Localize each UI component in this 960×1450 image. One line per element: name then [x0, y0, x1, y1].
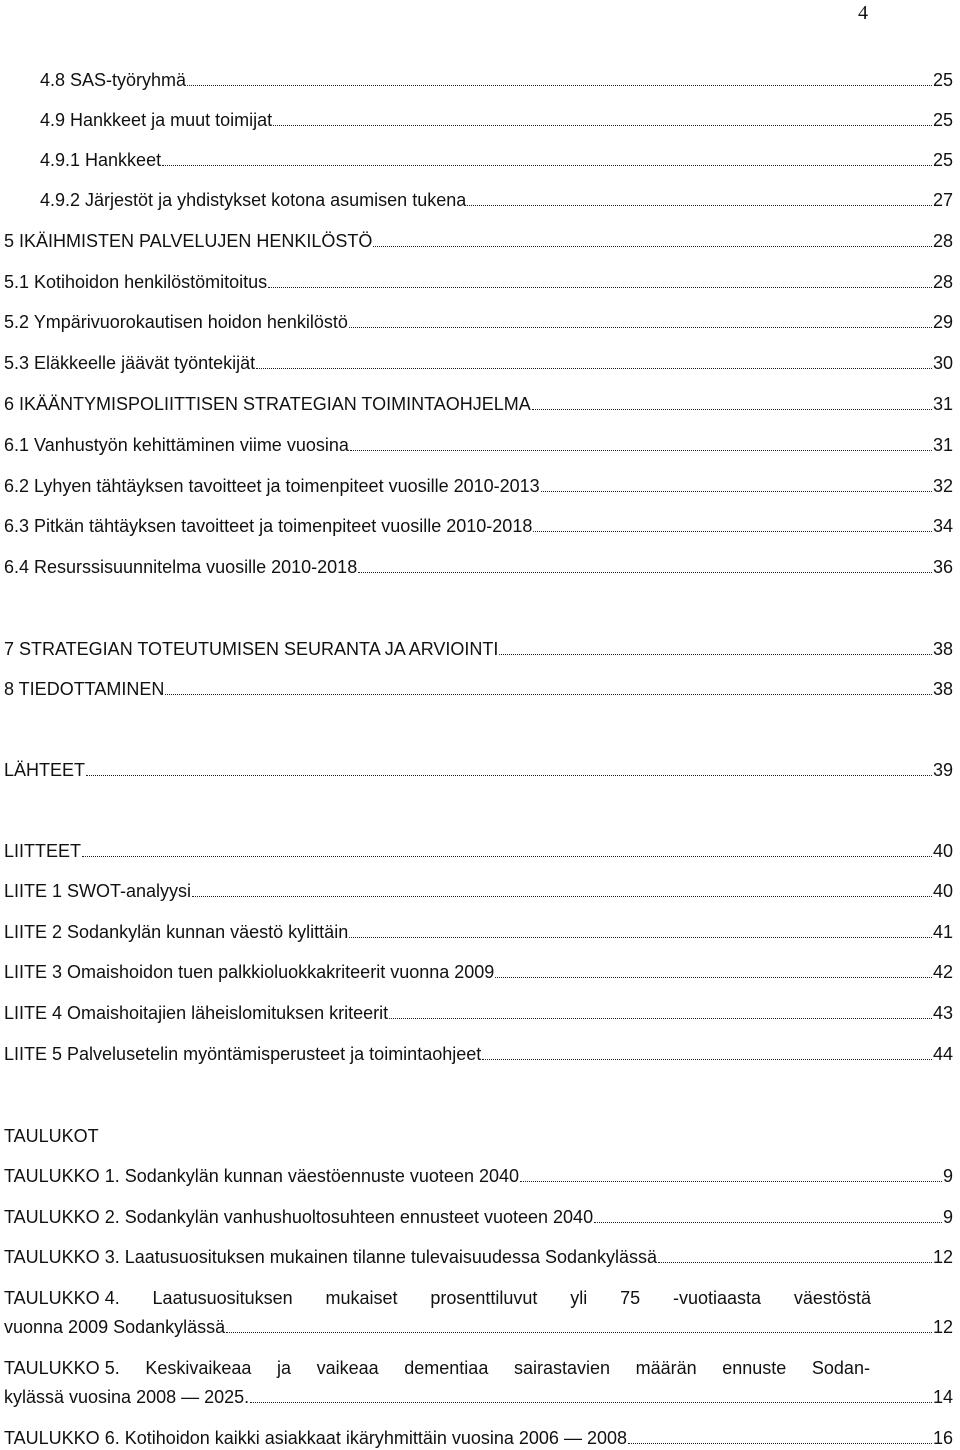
toc-entry-page: 28: [932, 231, 953, 251]
toc-entry-page: 32: [932, 476, 953, 496]
toc-entry[interactable]: [4, 1042, 953, 1066]
toc-entry[interactable]: [4, 1001, 953, 1025]
table-entry-word: dementiaa: [404, 1358, 489, 1378]
dot-leader: [541, 474, 932, 492]
dot-leader: [495, 960, 932, 978]
table-entry[interactable]: [4, 1164, 953, 1188]
toc-entry[interactable]: [40, 148, 953, 172]
toc-entry-label: 6.3 Pitkän tähtäyksen tavoitteet ja toimenpiteet vuosille 2010-2018: [4, 516, 533, 536]
toc-entry[interactable]: [4, 960, 953, 984]
toc-entry-page: 31: [932, 394, 953, 414]
toc-entry-label: 6.1 Vanhustyön kehittäminen viime vuosina: [4, 435, 349, 455]
toc-entry-label: 6 IKÄÄNTYMISPOLIITTISEN STRATEGIAN TOIMINTAOHJELMA: [4, 394, 531, 414]
table-entry-label: kylässä vuosina 2008 — 2025.: [4, 1387, 250, 1407]
dot-leader: [86, 758, 932, 776]
table-entry[interactable]: [4, 1245, 953, 1269]
table-entry-word: -vuotiaasta: [673, 1288, 762, 1308]
toc-entry[interactable]: [4, 637, 953, 661]
dot-leader: [499, 637, 932, 655]
toc-entry-page: 29: [932, 312, 953, 332]
toc-entry-page: 36: [932, 557, 953, 577]
table-entry-word: määrän: [635, 1358, 697, 1378]
toc-entry-label: 5.3 Eläkkeelle jäävät työntekijät: [4, 353, 256, 373]
table-entry-word: TAULUKKO 4.: [4, 1288, 120, 1308]
table-entry[interactable]: [4, 1205, 953, 1229]
dot-leader: [226, 1315, 932, 1333]
table-entry-word: mukaiset: [325, 1288, 398, 1308]
table-entry-word: Keskivaikeaa: [145, 1358, 252, 1378]
dot-leader: [350, 433, 932, 451]
dot-leader: [162, 148, 932, 166]
toc-entry-label: 8 TIEDOTTAMINEN: [4, 679, 165, 699]
table-entry-page: 12: [932, 1317, 953, 1337]
dot-leader: [349, 920, 932, 938]
dot-leader: [373, 229, 932, 247]
table-entry-word: ja: [276, 1358, 291, 1378]
toc-entry[interactable]: [4, 555, 953, 579]
toc-entry[interactable]: [4, 514, 953, 538]
toc-entry-page: 39: [932, 760, 953, 780]
toc-entry-page: 34: [932, 516, 953, 536]
table-entry-word: prosenttiluvut: [430, 1288, 538, 1308]
dot-leader: [533, 514, 932, 532]
toc-entry-page: 30: [932, 353, 953, 373]
toc-entry[interactable]: [4, 920, 953, 944]
toc-entry-page: 27: [932, 190, 953, 210]
toc-entry-label: LIITE 3 Omaishoidon tuen palkkioluokkakriteerit vuonna 2009: [4, 962, 495, 982]
table-entry-word: 75: [620, 1288, 641, 1308]
table-entry-word: Laatusuosituksen: [152, 1288, 293, 1308]
toc-entry-label: LIITE 4 Omaishoitajien läheislomituksen kriteerit: [4, 1003, 389, 1023]
dot-leader: [165, 677, 932, 695]
table-entry[interactable]: [4, 1385, 953, 1409]
toc-entry-label: LIITTEET: [4, 841, 82, 861]
toc-entry-page: 44: [932, 1044, 953, 1064]
tables-heading: TAULUKOT: [4, 1126, 99, 1146]
toc-entry-label: 5.2 Ympärivuorokautisen hoidon henkilöstö: [4, 312, 348, 332]
table-entry-page: 14: [932, 1387, 953, 1407]
table-entry-word: vaikeaa: [316, 1358, 379, 1378]
toc-entry-label: 4.9.2 Järjestöt ja yhdistykset kotona asumisen tukena: [40, 190, 467, 210]
table-entry-word: sairastavien: [513, 1358, 610, 1378]
toc-entry-page: 28: [932, 272, 953, 292]
dot-leader: [256, 351, 932, 369]
toc-entry[interactable]: [4, 677, 953, 701]
dot-leader: [250, 1385, 932, 1403]
toc-entry[interactable]: [40, 108, 953, 132]
table-entry[interactable]: [4, 1315, 953, 1339]
table-entry-page: 16: [932, 1428, 953, 1448]
dot-leader: [467, 188, 932, 206]
toc-entry[interactable]: [4, 310, 953, 334]
toc-entry[interactable]: [4, 879, 953, 903]
dot-leader: [358, 555, 932, 573]
table-entry-word: väestöstä: [793, 1288, 871, 1308]
toc-entry-page: 31: [932, 435, 953, 455]
toc-entry[interactable]: [4, 392, 953, 416]
table-entry-word: yli: [570, 1288, 588, 1308]
table-entry-page: 9: [942, 1166, 953, 1186]
toc-entry[interactable]: [40, 68, 953, 92]
dot-leader: [628, 1426, 932, 1444]
dot-leader: [482, 1042, 932, 1060]
table-entry-label: TAULUKKO 3. Laatusuosituksen mukainen tilanne tulevaisuudessa Sodankylässä: [4, 1247, 658, 1267]
toc-entry-label: 7 STRATEGIAN TOTEUTUMISEN SEURANTA JA ARVIOINTI: [4, 639, 499, 659]
toc-entry-label: 4.9.1 Hankkeet: [40, 150, 162, 170]
dot-leader: [520, 1164, 942, 1182]
dot-leader: [349, 310, 932, 328]
toc-entry-page: 41: [932, 922, 953, 942]
toc-entry-page: 25: [932, 150, 953, 170]
dot-leader: [192, 879, 932, 897]
table-entry-word: ennuste: [722, 1358, 787, 1378]
dot-leader: [82, 839, 932, 857]
toc-entry-page: 38: [932, 679, 953, 699]
toc-entry-page: 42: [932, 962, 953, 982]
toc-entry[interactable]: [4, 474, 953, 498]
toc-entry-label: LIITE 2 Sodankylän kunnan väestö kylittäin: [4, 922, 349, 942]
toc-entry[interactable]: [4, 270, 953, 294]
toc-entry[interactable]: [4, 229, 953, 253]
toc-entry[interactable]: [4, 758, 953, 782]
table-entry-word: Sodan-: [811, 1358, 870, 1378]
dot-leader: [389, 1001, 932, 1019]
table-entry-page: 12: [932, 1247, 953, 1267]
toc-entry-page: 38: [932, 639, 953, 659]
toc-entry-label: LIITE 1 SWOT-analyysi: [4, 881, 192, 901]
dot-leader: [532, 392, 932, 410]
table-entry[interactable]: [4, 1426, 953, 1450]
dot-leader: [594, 1205, 942, 1223]
toc-entry-page: 25: [932, 70, 953, 90]
toc-entry-label: 6.4 Resurssisuunnitelma vuosille 2010-2018: [4, 557, 358, 577]
table-entry-label: vuonna 2009 Sodankylässä: [4, 1317, 226, 1337]
page-number: 4: [858, 2, 868, 24]
dot-leader: [273, 108, 932, 126]
toc-entry-label: 4.8 SAS-työryhmä: [40, 70, 187, 90]
toc-entry-page: 40: [932, 841, 953, 861]
table-entry-first-line[interactable]: [4, 1356, 870, 1380]
table-entry-first-line[interactable]: [4, 1286, 871, 1310]
table-entry-label: TAULUKKO 2. Sodankylän vanhushuoltosuhteen ennusteet vuoteen 2040: [4, 1207, 594, 1227]
toc-entry[interactable]: [4, 351, 953, 375]
table-entry-page: 9: [942, 1207, 953, 1227]
toc-entry-label: 5 IKÄIHMISTEN PALVELUJEN HENKILÖSTÖ: [4, 231, 373, 251]
toc-entry-label: 6.2 Lyhyen tähtäyksen tavoitteet ja toimenpiteet vuosille 2010-2013: [4, 476, 540, 496]
dot-leader: [268, 270, 932, 288]
toc-entry-label: 5.1 Kotihoidon henkilöstömitoitus: [4, 272, 268, 292]
toc-entry[interactable]: [4, 433, 953, 457]
toc-entry[interactable]: [40, 188, 953, 212]
toc-entry-page: 25: [932, 110, 953, 130]
toc-entry[interactable]: [4, 839, 953, 863]
toc-entry-label: LIITE 5 Palvelusetelin myöntämisperusteet ja toimintaohjeet: [4, 1044, 482, 1064]
dot-leader: [658, 1245, 932, 1263]
table-entry-label: TAULUKKO 6. Kotihoidon kaikki asiakkaat ikäryhmittäin vuosina 2006 — 2008: [4, 1428, 627, 1448]
toc-entry-page: 43: [932, 1003, 953, 1023]
toc-entry-page: 40: [932, 881, 953, 901]
table-entry-word: TAULUKKO 5.: [4, 1358, 120, 1378]
toc-entry-label: 4.9 Hankkeet ja muut toimijat: [40, 110, 273, 130]
table-entry-label: TAULUKKO 1. Sodankylän kunnan väestöennuste vuoteen 2040: [4, 1166, 520, 1186]
dot-leader: [187, 68, 932, 86]
toc-entry-label: LÄHTEET: [4, 760, 86, 780]
